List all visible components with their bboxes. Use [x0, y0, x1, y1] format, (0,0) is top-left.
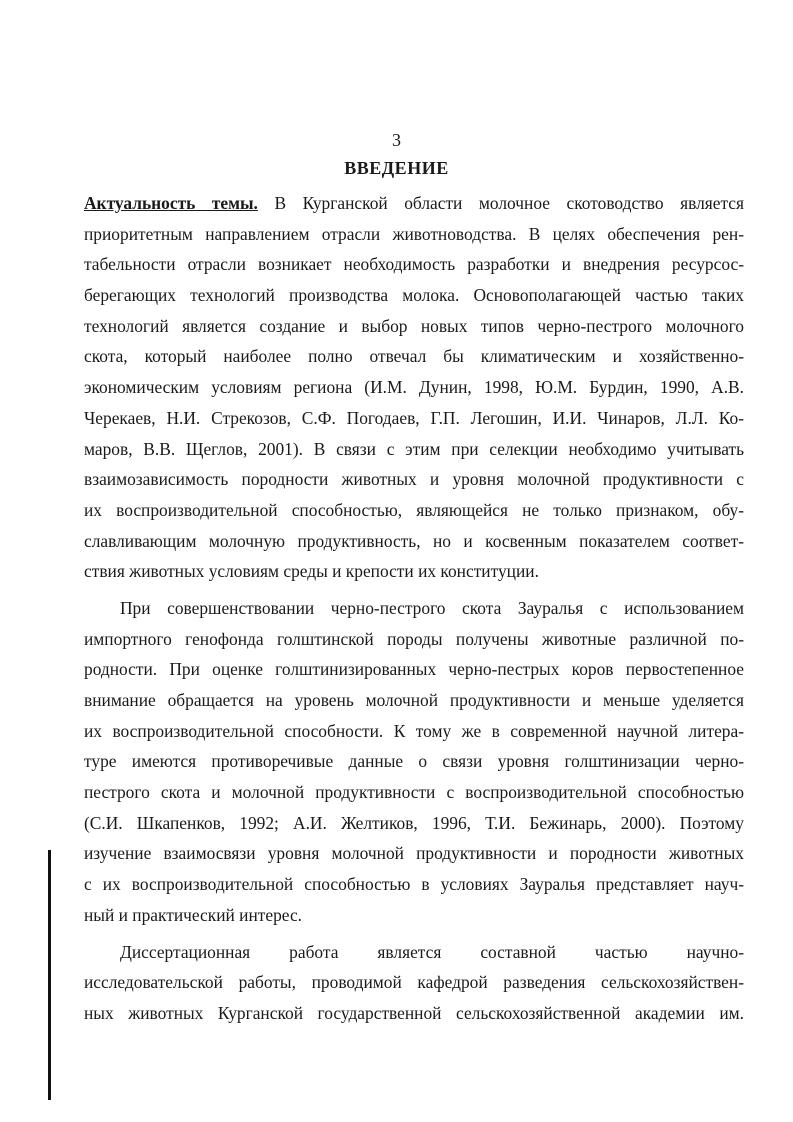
paragraph-line: экономическим условиям региона (И.М. Дунин, 1998, Ю.М. Бурдин, 1990, А.В. — [84, 377, 744, 398]
topic-label: Актуальность темы. — [84, 193, 258, 213]
paragraph-line: маров, В.В. Щеглов, 2001). В связи с этим при селекции необходимо учитывать — [84, 438, 744, 459]
section-heading: ВВЕДЕНИЕ — [344, 158, 449, 178]
paragraph-line-text: В Курганской области молочное скотоводство является — [257, 193, 745, 213]
paragraph-line: табельности отрасли возникает необходимость разработки и внедрения ресурсос- — [84, 254, 744, 275]
paragraph-line: технологий является создание и выбор новых типов черно-пестрого молочного — [84, 315, 744, 336]
paragraph-dissertation — [84, 937, 744, 1029]
paragraph-line: скота, который наиболее полно отвечал бы климатическим и хозяйственно- — [84, 346, 744, 367]
paragraph-line: Черекаев, Н.И. Стрекозов, С.Ф. Погодаев, Г.П. Легошин, И.И. Чинаров, Л.Л. Ко- — [84, 407, 744, 428]
paragraph-line — [84, 188, 744, 219]
paragraph-line: приоритетным направлением отрасли животноводства. В целях обеспечения рен- — [84, 223, 744, 244]
paragraph-line: (С.И. Шкапенков, 1992; А.И. Желтиков, 1996, Т.И. Бежинарь, 2000). Поэтому — [84, 812, 744, 833]
paragraph-line: их воспроизводительной способности. К тому же в современной научной литера- — [84, 720, 744, 741]
paragraph-line: ный и практический интерес. — [84, 904, 303, 925]
paragraph-line: их воспроизводительной способностью, являющейся не только признаком, обу- — [84, 499, 744, 520]
body-text — [84, 188, 744, 1029]
paragraph-relevance — [84, 188, 744, 587]
paragraph-line: ствия животных условиям среды и крепости их конституции. — [84, 561, 539, 582]
paragraph-line: туре имеются противоречивые данные о связи уровня голштинизации черно- — [84, 751, 744, 772]
paragraph-line: взаимозависимость породности животных и уровня молочной продуктивности с — [84, 469, 744, 490]
paragraph-line: внимание обращается на уровень молочной продуктивности и меньше уделяется — [84, 690, 744, 710]
scan-margin-bar — [48, 850, 51, 1100]
paragraph-holstein — [84, 593, 744, 931]
paragraph-line: импортного генофонда голштинской породы получены животные различной по- — [84, 628, 744, 649]
paragraph-line: исследовательской работы, проводимой кафедрой разведения сельскохозяйствен- — [84, 972, 744, 993]
paragraph-line: ных животных Курганской государственной сельскохозяйственной академии им. — [84, 1002, 744, 1023]
page-number: 3 — [392, 130, 401, 150]
paragraph-line: пестрого скота и молочной продуктивности с воспроизводительной способностью — [84, 782, 744, 803]
paragraph-line: славливающим молочную продуктивность, но и косвенным показателем соответ- — [84, 530, 744, 551]
paragraph-line: родности. При оценке голштинизированных черно-пестрых коров первостепенное — [84, 659, 744, 680]
paragraph-line: с их воспроизводительной способностью в условиях Зауралья представляет науч- — [84, 874, 744, 895]
paragraph-line: При совершенствовании черно-пестрого скота Зауралья с использованием — [120, 597, 744, 618]
paragraph-line: берегающих технологий производства молока. Основополагающей частью таких — [84, 285, 744, 306]
paragraph-line: изучение взаимосвязи уровня молочной продуктивности и породности животных — [84, 843, 744, 864]
paragraph-line: Диссертационная работа является составной частью научно- — [120, 941, 744, 962]
